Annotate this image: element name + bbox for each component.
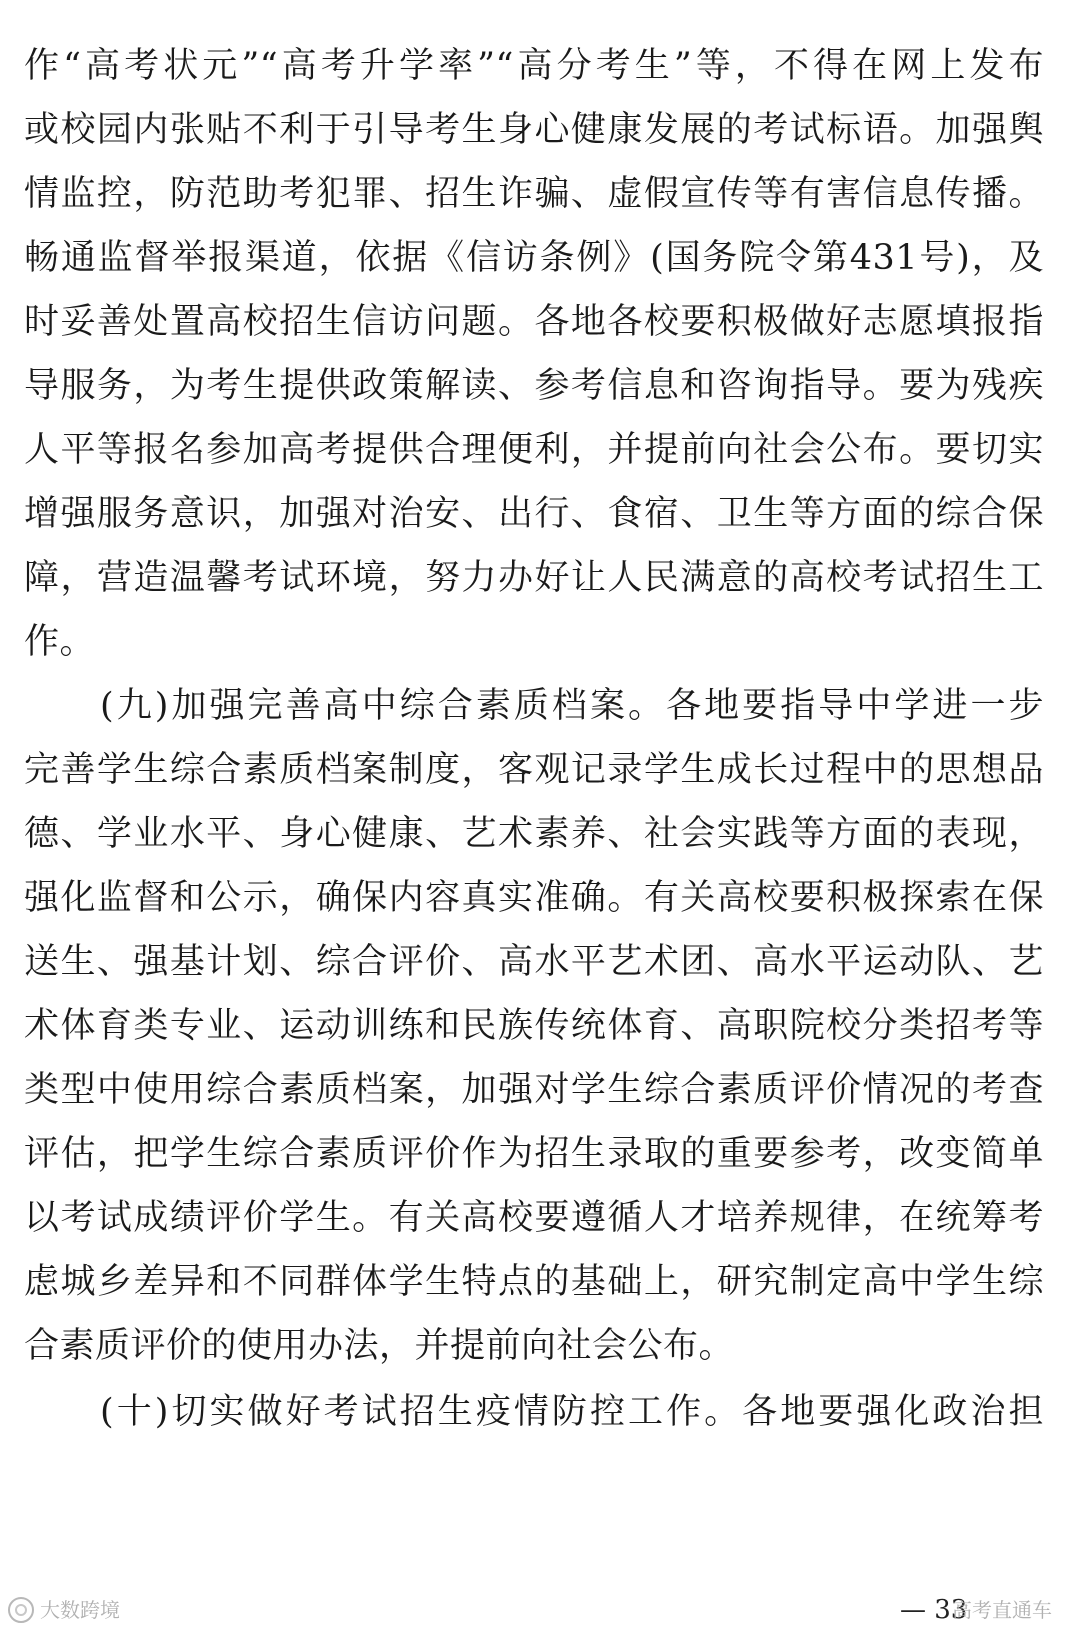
text-line: 增强服务意识，加强对治安、出行、食宿、卫生等方面的综合保 — [24, 494, 1044, 534]
text-line: 障，营造温馨考试环境，努力办好让人民满意的高校考试招生工 — [24, 558, 1044, 598]
section-heading-9: (九)加强完善高中综合素质档案。各地要指导中学进一步 — [100, 686, 1044, 726]
watermark-right: 高考直通车 — [952, 1598, 1052, 1622]
section-heading-10: (十)切实做好考试招生疫情防控工作。各地要强化政治担 — [100, 1392, 1044, 1432]
text-line: 以考试成绩评价学生。有关高校要遵循人才培养规律，在统筹考 — [24, 1198, 1044, 1238]
text-line: 德、学业水平、身心健康、艺术素养、社会实践等方面的表现， — [24, 814, 1044, 854]
text-line: 导服务，为考生提供政策解读、参考信息和咨询指导。要为残疾 — [24, 366, 1044, 406]
text-line: 人平等报名参加高考提供合理便利，并提前向社会公布。要切实 — [24, 430, 1044, 470]
text-line: 评估，把学生综合素质评价作为招生录取的重要参考，改变简单 — [24, 1134, 1044, 1174]
text-line: 作“高考状元”“高考升学率”“高分考生”等，不得在网上发布 — [24, 46, 1044, 86]
text-line: 或校园内张贴不利于引导考生身心健康发展的考试标语。加强舆 — [24, 110, 1044, 150]
text-line: 时妥善处置高校招生信访问题。各地各校要积极做好志愿填报指 — [24, 302, 1044, 342]
text-line: 合素质评价的使用办法，并提前向社会公布。 — [24, 1326, 735, 1366]
text-line: 强化监督和公示，确保内容真实准确。有关高校要积极探索在保 — [24, 878, 1044, 918]
watermark-left-text: 大数跨境 — [40, 1598, 120, 1622]
text-line: 作。 — [24, 622, 96, 662]
watermark-left — [8, 1590, 120, 1630]
text-line: 送生、强基计划、综合评价、高水平艺术团、高水平运动队、艺 — [24, 942, 1044, 982]
text-line: 完善学生综合素质档案制度，客观记录学生成长过程中的思想品 — [24, 750, 1044, 790]
page-number: — 33 — [900, 1595, 968, 1625]
text-line: 情监控，防范助考犯罪、招生诈骗、虚假宣传等有害信息传播。 — [24, 174, 1044, 214]
watermark-logo-icon — [8, 1597, 34, 1623]
text-line: 虑城乡差异和不同群体学生特点的基础上，研究制定高中学生综 — [24, 1262, 1044, 1302]
text-line: 类型中使用综合素质档案，加强对学生综合素质评价情况的考查 — [24, 1070, 1044, 1110]
text-line: 畅通监督举报渠道，依据《信访条例》(国务院令第431号)，及 — [24, 238, 1044, 278]
text-line: 术体育类专业、运动训练和民族传统体育、高职院校分类招考等 — [24, 1006, 1044, 1046]
